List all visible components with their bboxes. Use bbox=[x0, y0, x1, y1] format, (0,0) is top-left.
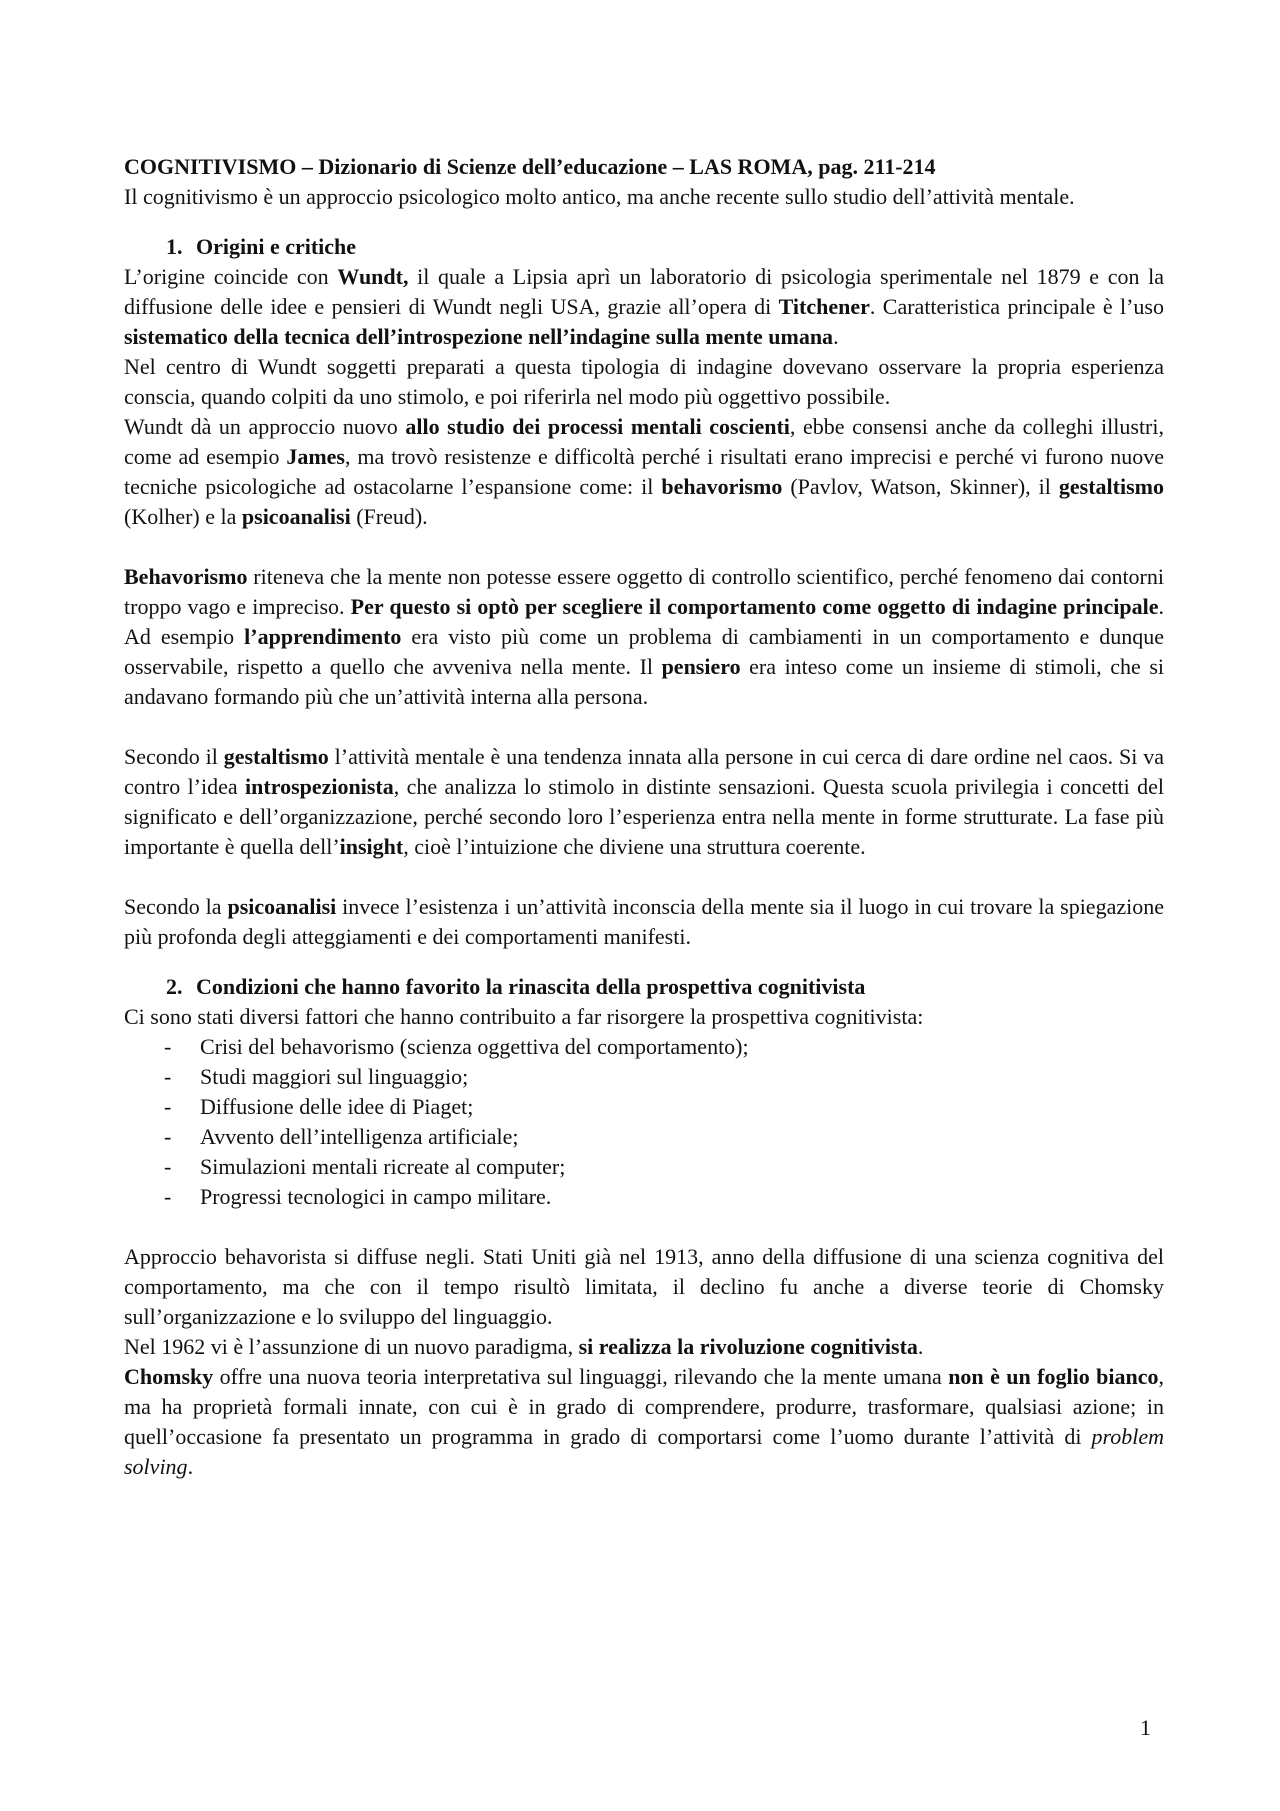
intro-paragraph: Il cognitivismo è un approccio psicologico molto antico, ma anche recente sullo studio dell’attività mentale. bbox=[124, 184, 1075, 209]
section-2-intro: Ci sono stati diversi fattori che hanno contribuito a far risorgere la prospettiva cognitivista: bbox=[124, 1004, 924, 1029]
section-2-paragraph-3: Chomsky offre una nuova teoria interpretativa sul linguaggi, rilevando che la mente umana non è un foglio bianco, ma ha proprietà formali innate, con cui è in grado di comprendere, produrre, trasformare, qualsiasi azione; in quell’occasione fa presentato un programma in grado di comportarsi come l’uomo durante l’attività di problem solving. bbox=[124, 1364, 1164, 1479]
section-1-heading bbox=[124, 232, 1164, 262]
factors-list bbox=[124, 1032, 1164, 1212]
section-1-number: 1. bbox=[166, 234, 183, 259]
list-item: - Avvento dell’intelligenza artificiale; bbox=[124, 1122, 1164, 1152]
psychoanalysis-paragraph: Secondo la psicoanalisi invece l’esistenza i un’attività inconscia della mente sia il luogo in cui trovare la spiegazione più profonda degli atteggiamenti e dei comportamenti manifesti. bbox=[124, 894, 1164, 949]
section-1-paragraph-3: Wundt dà un approccio nuovo allo studio dei processi mentali coscienti, ebbe consensi anche da colleghi illustri, come ad esempio James, ma trovò resistenze e difficoltà perché i risultati erano imprecisi e perché vi furono nuove tecniche psicologiche ad ostacolarne l’espansione come: il behavorismo (Pavlov, Watson, Skinner), il gestaltismo (Kolher) e la psicoanalisi (Freud). bbox=[124, 414, 1164, 529]
section-2-title: Condizioni che hanno favorito la rinascita della prospettiva cognitivista bbox=[196, 974, 866, 999]
section-2-paragraph-1: Approccio behavorista si diffuse negli. Stati Uniti già nel 1913, anno della diffusione di una scienza cognitiva del comportamento, ma che con il tempo risultò limitata, il declino fu anche a diverse teorie di Chomsky sull’organizzazione e lo sviluppo del linguaggio. bbox=[124, 1244, 1164, 1329]
behaviorism-paragraph: Behavorismo riteneva che la mente non potesse essere oggetto di controllo scientifico, perché fenomeno dai contorni troppo vago e impreciso. Per questo si optò per scegliere il comportamento come oggetto di indagine principale. Ad esempio l’apprendimento era visto più come un problema di cambiamenti in un comportamento e dunque osservabile, rispetto a quello che avveniva nella mente. Il pensiero era inteso come un insieme di stimoli, che si andavano formando più che un’attività interna alla persona. bbox=[124, 564, 1165, 709]
gestalt-paragraph: Secondo il gestaltismo l’attività mentale è una tendenza innata alla persone in cui cerca di dare ordine nel caos. Si va contro l’idea introspezionista, che analizza lo stimolo in distinte sensazioni. Questa scuola privilegia i concetti del significato e dell’organizzazione, perché secondo loro l’esperienza entra nella mente in forme strutturate. La fase più importante è quella dell’insight, cioè l’intuizione che diviene una struttura coerente. bbox=[124, 744, 1164, 859]
list-item: - Diffusione delle idee di Piaget; bbox=[124, 1092, 1164, 1122]
section-1-paragraph-1: L’origine coincide con Wundt, il quale a Lipsia aprì un laboratorio di psicologia sperimentale nel 1879 e con la diffusione delle idee e pensieri di Wundt negli USA, grazie all’opera di Titchener. Caratteristica principale è l’uso sistematico della tecnica dell’introspezione nell’indagine sulla mente umana. bbox=[124, 264, 1165, 349]
page-number: 1 bbox=[1140, 1715, 1151, 1740]
list-item: - Studi maggiori sul linguaggio; bbox=[124, 1062, 1164, 1092]
list-item: - Simulazioni mentali ricreate al computer; bbox=[124, 1152, 1164, 1182]
section-2-paragraph-2: Nel 1962 vi è l’assunzione di un nuovo paradigma, si realizza la rivoluzione cognitivista. bbox=[124, 1334, 924, 1359]
section-2-heading bbox=[124, 972, 1164, 1002]
section-1-paragraph-2: Nel centro di Wundt soggetti preparati a questa tipologia di indagine dovevano osservare la propria esperienza conscia, quando colpiti da uno stimolo, e poi riferirla nel modo più oggettivo possibile. bbox=[124, 354, 1164, 409]
document-title: COGNITIVISMO – Dizionario di Scienze dell’educazione – LAS ROMA, pag. 211-214 bbox=[124, 154, 936, 179]
document-body bbox=[124, 152, 1164, 1482]
section-2-number: 2. bbox=[166, 974, 183, 999]
list-item: - Progressi tecnologici in campo militare. bbox=[124, 1182, 1164, 1212]
list-item: - Crisi del behavorismo (scienza oggettiva del comportamento); bbox=[124, 1032, 1164, 1062]
section-1-title: Origini e critiche bbox=[196, 234, 357, 259]
